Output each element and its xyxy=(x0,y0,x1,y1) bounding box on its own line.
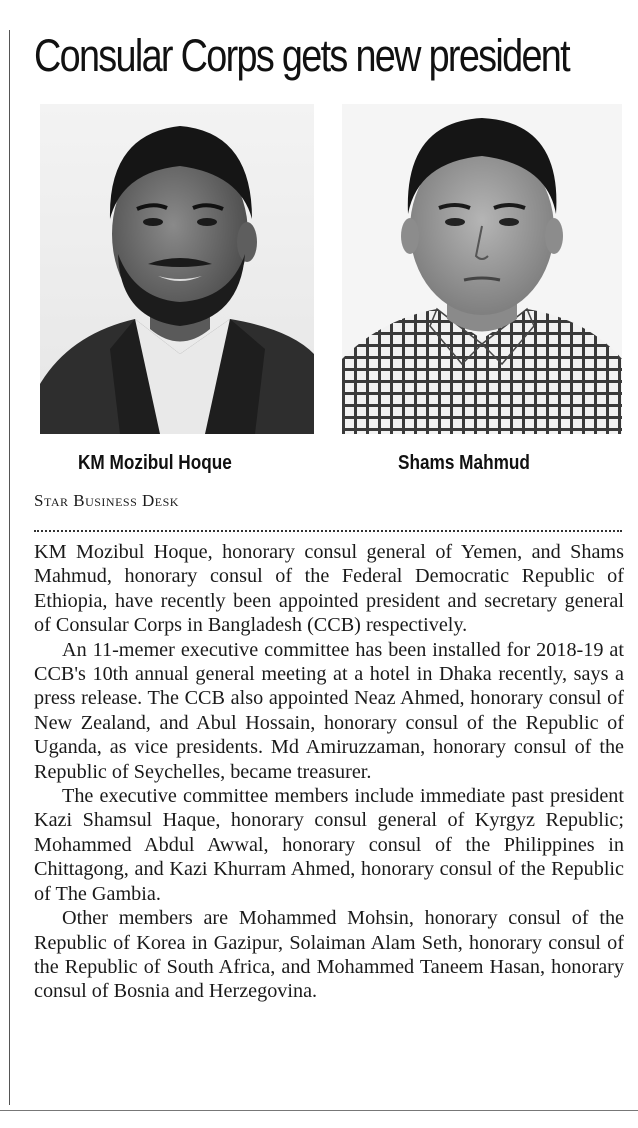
photo-shams-mahmud xyxy=(342,104,622,434)
column-left-rule xyxy=(9,30,10,1105)
article-paragraph: An 11-memer executive committee has been installed for 2018-19 at CCB's 10th annual general meeting at a hotel in Dhaka recently, says a press release. The CCB also appointed Neaz Ahmed, honorary consul of New Zealand, and Abul Hossain, honorary consul of the Republic of Uganda, as vice presidents. Md Amiruzzaman, honorary consul of the Republic of Seychelles, became treasurer. xyxy=(34,638,624,783)
portrait-2-image xyxy=(342,104,622,434)
byline: Star Business Desk xyxy=(34,491,179,510)
headline: Consular Corps gets new president xyxy=(34,30,569,81)
article-paragraph: The executive committee members include immediate past president Kazi Shamsul Haque, honorary consul general of Kyrgyz Republic; Mohammed Abdul Awwal, honorary consul of the Philippines in Chittagong, and Kazi Khurram Ahmed, honorary consul of the Republic of The Gambia. xyxy=(34,785,624,905)
article-paragraph: Other members are Mohammed Mohsin, honorary consul of the Republic of Korea in Gazipur, Solaiman Alam Seth, honorary consul of the Republic of South Africa, and Mohammed Taneem Hasan, honorary consul of Bosnia and Herzegovina. xyxy=(34,907,624,1003)
photo-km-mozibul-hoque xyxy=(40,104,314,434)
portrait-1-image xyxy=(40,104,314,434)
article-paragraph: KM Mozibul Hoque, honorary consul general of Yemen, and Shams Mahmud, honorary consul of the Federal Democratic Republic of Ethiopia, have recently been appointed president and secretary general of Consular Corps in Bangladesh (CCB) respectively. xyxy=(34,541,624,637)
bottom-rule xyxy=(0,1110,638,1111)
photo-caption-right: Shams Mahmud xyxy=(398,452,530,474)
photo-caption-left: KM Mozibul Hoque xyxy=(78,452,232,474)
article-body xyxy=(34,540,624,1004)
dotted-divider xyxy=(34,530,622,532)
